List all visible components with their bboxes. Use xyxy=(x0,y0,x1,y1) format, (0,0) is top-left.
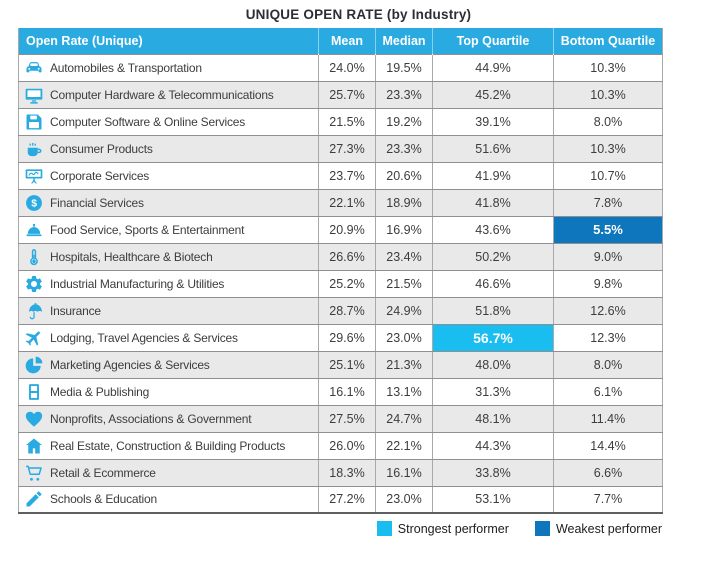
mean-cell: 24.0% xyxy=(319,54,376,81)
top-quartile-cell: 44.3% xyxy=(433,432,554,459)
mean-cell: 23.7% xyxy=(319,162,376,189)
bottom-quartile-cell: 10.3% xyxy=(554,54,663,81)
bottom-quartile-cell: 6.1% xyxy=(554,378,663,405)
median-cell: 16.9% xyxy=(376,216,433,243)
table-row xyxy=(19,486,663,513)
bottom-quartile-cell: 10.3% xyxy=(554,81,663,108)
industry-label: Computer Software & Online Services xyxy=(50,114,246,129)
industry-cell xyxy=(19,54,319,81)
table-row xyxy=(19,270,663,297)
median-cell: 23.4% xyxy=(376,243,433,270)
industry-label: Real Estate, Construction & Building Products xyxy=(50,438,286,453)
mean-cell: 27.3% xyxy=(319,135,376,162)
table-row xyxy=(19,378,663,405)
median-cell: 18.9% xyxy=(376,189,433,216)
median-cell: 19.5% xyxy=(376,54,433,81)
industry-cell xyxy=(19,486,319,513)
presentation-icon xyxy=(23,165,45,187)
column-header-open-rate: Open Rate (Unique) xyxy=(19,28,319,54)
industry-cell xyxy=(19,189,319,216)
table-row xyxy=(19,81,663,108)
table-row xyxy=(19,405,663,432)
top-quartile-cell: 48.1% xyxy=(433,405,554,432)
top-quartile-cell: 56.7% xyxy=(433,324,554,351)
industry-label: Schools & Education xyxy=(50,492,157,507)
floppy-disk-icon xyxy=(23,111,45,133)
industry-cell xyxy=(19,135,319,162)
bottom-quartile-cell: 7.8% xyxy=(554,189,663,216)
industry-label: Lodging, Travel Agencies & Services xyxy=(50,330,238,345)
bottom-quartile-cell: 10.3% xyxy=(554,135,663,162)
top-quartile-cell: 31.3% xyxy=(433,378,554,405)
bottom-quartile-cell: 8.0% xyxy=(554,108,663,135)
top-quartile-cell: 50.2% xyxy=(433,243,554,270)
pie-chart-icon xyxy=(23,354,45,376)
top-quartile-cell: 45.2% xyxy=(433,81,554,108)
dollar-circle-icon xyxy=(23,192,45,214)
mean-cell: 25.2% xyxy=(319,270,376,297)
heart-icon xyxy=(23,408,45,430)
industry-cell xyxy=(19,351,319,378)
table-row xyxy=(19,189,663,216)
industry-label: Industrial Manufacturing & Utilities xyxy=(50,276,225,291)
pencil-icon xyxy=(23,488,45,510)
industry-label: Automobiles & Transportation xyxy=(50,60,202,75)
industry-cell xyxy=(19,108,319,135)
column-header-bottom-quartile: Bottom Quartile xyxy=(554,28,663,54)
mean-cell: 20.9% xyxy=(319,216,376,243)
top-quartile-cell: 51.8% xyxy=(433,297,554,324)
mean-cell: 28.7% xyxy=(319,297,376,324)
table-header xyxy=(19,28,663,54)
top-quartile-cell: 44.9% xyxy=(433,54,554,81)
mean-cell: 26.6% xyxy=(319,243,376,270)
mean-cell: 25.1% xyxy=(319,351,376,378)
median-cell: 22.1% xyxy=(376,432,433,459)
weakest-performer-swatch-icon xyxy=(535,521,550,536)
industry-cell xyxy=(19,378,319,405)
table-row xyxy=(19,216,663,243)
bottom-quartile-cell: 7.7% xyxy=(554,486,663,513)
bottom-quartile-cell: 9.0% xyxy=(554,243,663,270)
service-bell-icon xyxy=(23,219,45,241)
median-cell: 23.3% xyxy=(376,81,433,108)
thermometer-icon xyxy=(23,246,45,268)
table-body xyxy=(19,54,663,513)
industry-cell xyxy=(19,432,319,459)
bottom-quartile-cell: 8.0% xyxy=(554,351,663,378)
mean-cell: 27.2% xyxy=(319,486,376,513)
industry-cell xyxy=(19,243,319,270)
table-row xyxy=(19,324,663,351)
industry-cell xyxy=(19,81,319,108)
page-title: UNIQUE OPEN RATE (by Industry) xyxy=(245,7,472,22)
airplane-icon xyxy=(23,327,45,349)
car-icon xyxy=(23,57,45,79)
legend xyxy=(18,521,662,536)
open-rate-table xyxy=(18,28,663,514)
legend-item-weakest xyxy=(535,521,662,536)
industry-cell xyxy=(19,297,319,324)
industry-cell xyxy=(19,216,319,243)
median-cell: 23.0% xyxy=(376,486,433,513)
monitor-icon xyxy=(23,84,45,106)
industry-cell xyxy=(19,324,319,351)
median-cell: 21.3% xyxy=(376,351,433,378)
median-cell: 24.7% xyxy=(376,405,433,432)
mean-cell: 26.0% xyxy=(319,432,376,459)
mean-cell: 29.6% xyxy=(319,324,376,351)
table-row xyxy=(19,162,663,189)
legend-label-strongest: Strongest performer xyxy=(397,521,509,536)
industry-label: Insurance xyxy=(50,303,101,318)
mean-cell: 16.1% xyxy=(319,378,376,405)
table-row xyxy=(19,459,663,486)
bottom-quartile-cell: 6.6% xyxy=(554,459,663,486)
report-page xyxy=(0,7,717,536)
bottom-quartile-cell: 12.6% xyxy=(554,297,663,324)
median-cell: 16.1% xyxy=(376,459,433,486)
top-quartile-cell: 39.1% xyxy=(433,108,554,135)
mean-cell: 21.5% xyxy=(319,108,376,135)
industry-label: Marketing Agencies & Services xyxy=(50,357,210,372)
median-cell: 21.5% xyxy=(376,270,433,297)
top-quartile-cell: 43.6% xyxy=(433,216,554,243)
median-cell: 19.2% xyxy=(376,108,433,135)
top-quartile-cell: 46.6% xyxy=(433,270,554,297)
top-quartile-cell: 48.0% xyxy=(433,351,554,378)
median-cell: 23.0% xyxy=(376,324,433,351)
coffee-cup-icon xyxy=(23,138,45,160)
strongest-performer-swatch-icon xyxy=(377,521,392,536)
median-cell: 23.3% xyxy=(376,135,433,162)
industry-label: Financial Services xyxy=(50,195,144,210)
shopping-cart-icon xyxy=(23,462,45,484)
house-icon xyxy=(23,435,45,457)
top-quartile-cell: 41.9% xyxy=(433,162,554,189)
median-cell: 13.1% xyxy=(376,378,433,405)
median-cell: 20.6% xyxy=(376,162,433,189)
industry-label: Food Service, Sports & Entertainment xyxy=(50,222,245,237)
column-header-top-quartile: Top Quartile xyxy=(433,28,554,54)
top-quartile-cell: 53.1% xyxy=(433,486,554,513)
industry-label: Computer Hardware & Telecommunications xyxy=(50,87,274,102)
table-row xyxy=(19,135,663,162)
header-row xyxy=(19,28,663,54)
mean-cell: 27.5% xyxy=(319,405,376,432)
bottom-quartile-cell: 5.5% xyxy=(554,216,663,243)
bottom-quartile-cell: 10.7% xyxy=(554,162,663,189)
top-quartile-cell: 33.8% xyxy=(433,459,554,486)
industry-cell xyxy=(19,162,319,189)
industry-label: Corporate Services xyxy=(50,168,150,183)
bottom-quartile-cell: 12.3% xyxy=(554,324,663,351)
legend-label-weakest: Weakest performer xyxy=(555,521,662,536)
table-row xyxy=(19,432,663,459)
table-row xyxy=(19,351,663,378)
industry-cell xyxy=(19,405,319,432)
top-quartile-cell: 41.8% xyxy=(433,189,554,216)
column-header-median: Median xyxy=(376,28,433,54)
table-row xyxy=(19,297,663,324)
bottom-quartile-cell: 11.4% xyxy=(554,405,663,432)
industry-label: Retail & Ecommerce xyxy=(50,465,156,480)
mean-cell: 25.7% xyxy=(319,81,376,108)
column-header-mean: Mean xyxy=(319,28,376,54)
bottom-quartile-cell: 14.4% xyxy=(554,432,663,459)
gear-icon xyxy=(23,273,45,295)
mean-cell: 22.1% xyxy=(319,189,376,216)
legend-item-strongest xyxy=(377,521,509,536)
industry-cell xyxy=(19,459,319,486)
media-icon xyxy=(23,381,45,403)
industry-label: Nonprofits, Associations & Government xyxy=(50,411,252,426)
table-row xyxy=(19,243,663,270)
industry-label: Consumer Products xyxy=(50,141,153,156)
industry-cell xyxy=(19,270,319,297)
umbrella-icon xyxy=(23,300,45,322)
industry-label: Hospitals, Healthcare & Biotech xyxy=(50,249,213,264)
industry-label: Media & Publishing xyxy=(50,384,150,399)
table-row xyxy=(19,54,663,81)
bottom-quartile-cell: 9.8% xyxy=(554,270,663,297)
top-quartile-cell: 51.6% xyxy=(433,135,554,162)
mean-cell: 18.3% xyxy=(319,459,376,486)
table-row xyxy=(19,108,663,135)
median-cell: 24.9% xyxy=(376,297,433,324)
